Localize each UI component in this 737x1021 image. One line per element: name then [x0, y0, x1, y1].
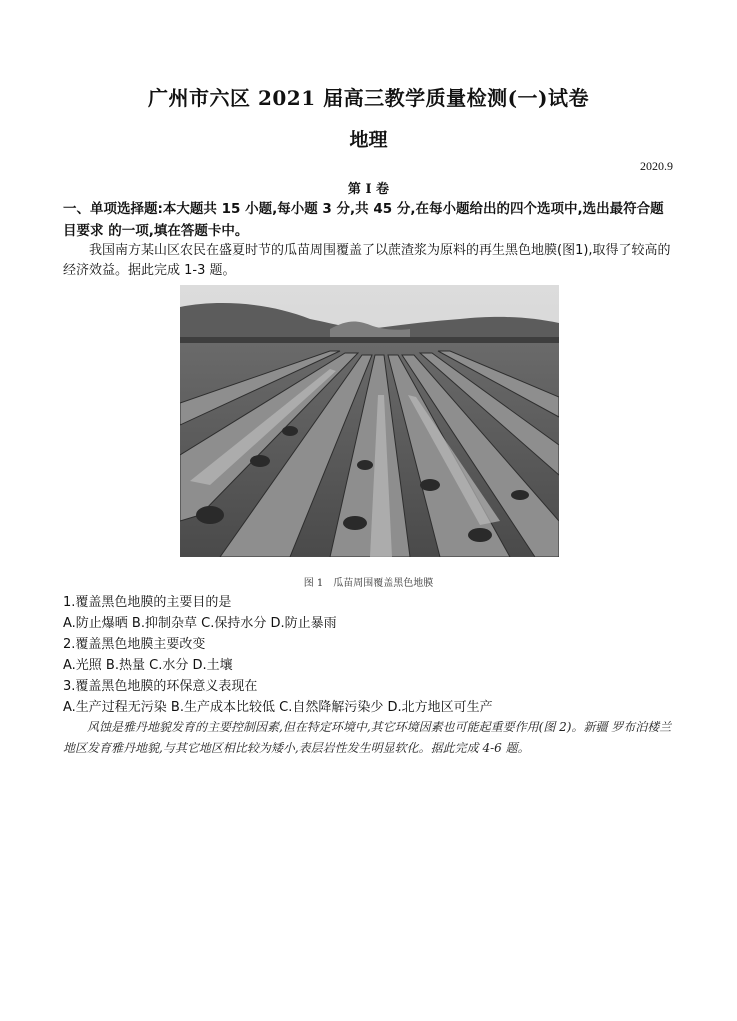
passage-yardang: 风蚀是雅丹地貌发育的主要控制因素,但在特定环境中,其它环境因素也可能起重要作用(图 2)。新疆 罗布泊楼兰地区发育雅丹地貌,与其它地区相比较为矮小,表层岩性发生明显软化。据此完成 4-6 题。 — [63, 720, 672, 755]
figure-caption: 图 1 瓜苗周围覆盖黑色地膜 — [303, 578, 434, 589]
passage-intro: 我国南方某山区农民在盛夏时节的瓜苗周围覆盖了以蔗渣浆为原料的再生黑色地膜(图1),取得了较高的经济效益。据此完成 1-3 题。 — [63, 243, 671, 278]
exam-date: 2020.9 — [640, 159, 673, 173]
question-3-options: A.生产过程无污染 B.生产成本比较低 C.自然降解污染少 D.北方地区可生产 — [63, 700, 493, 715]
question-2-stem: 2.覆盖黑色地膜主要改变 — [63, 637, 206, 652]
question-1-options: A.防止爆晒 B.抑制杂草 C.保持水分 D.防止暴雨 — [63, 616, 337, 631]
exam-title: 广州市六区 2021 届高三教学质量检测(一)试卷 — [147, 86, 589, 110]
question-1-stem: 1.覆盖黑色地膜的主要目的是 — [63, 595, 232, 610]
volume-heading: 第 I 卷 — [347, 182, 390, 197]
question-2-options: A.光照 B.热量 C.水分 D.土壤 — [63, 658, 233, 673]
field-photo — [180, 285, 559, 557]
question-3-stem: 3.覆盖黑色地膜的环保意义表现在 — [63, 679, 258, 694]
section-heading: 一、单项选择题:本大题共 15 小题,每小题 3 分,共 45 分,在每小题给出的四个选项中,选出最符合题目要求 的一项,填在答题卡中。 — [63, 201, 664, 239]
subject-title: 地理 — [349, 129, 388, 151]
